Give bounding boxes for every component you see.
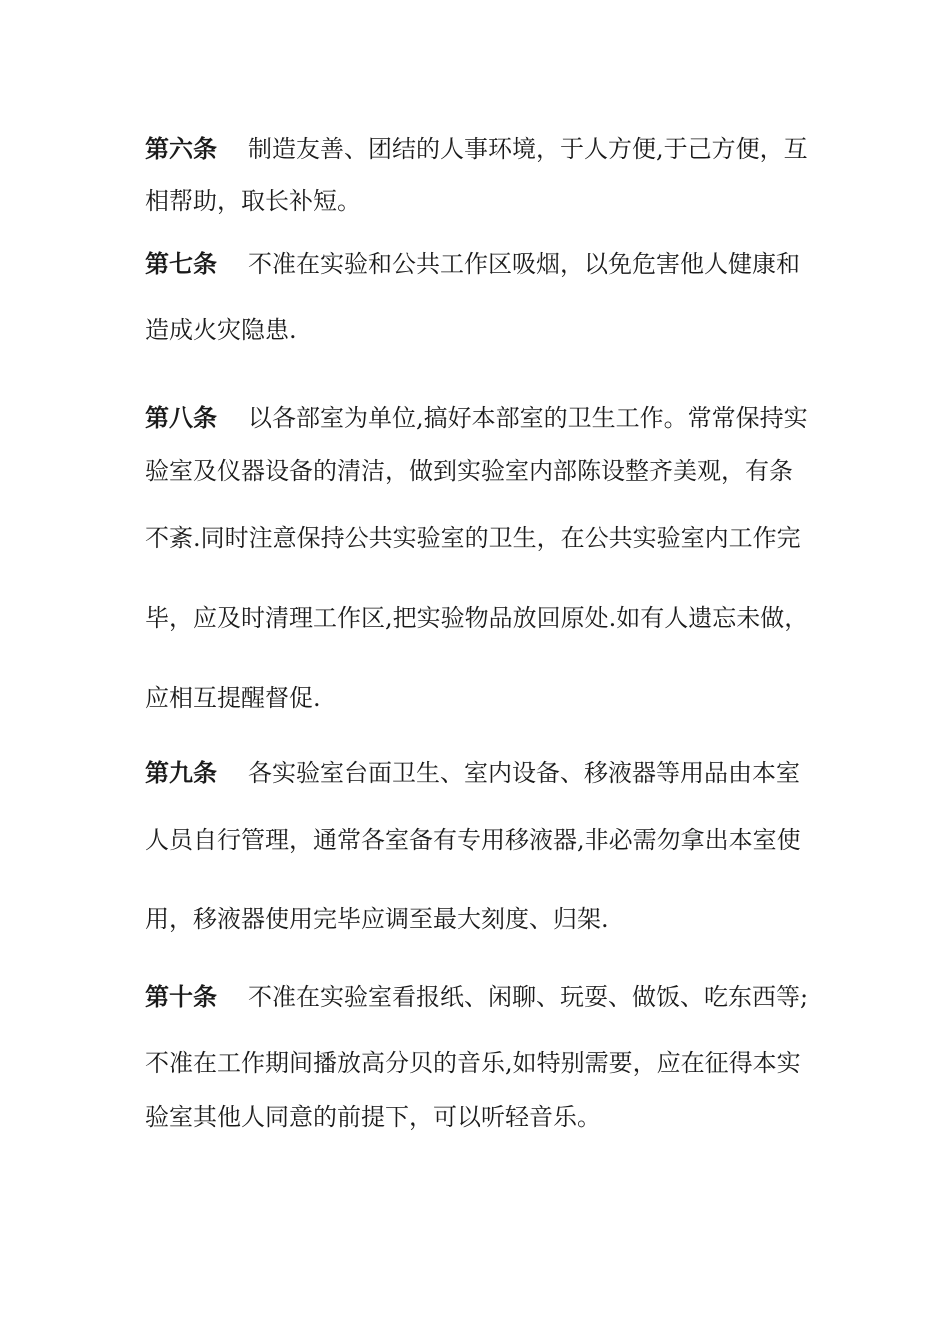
article-8-line-3: 不紊.同时注意保持公共实验室的卫生，在公共实验室内工作完 — [145, 524, 801, 552]
article-7-line-1 — [145, 249, 815, 279]
article-10-line-2: 不准在工作期间播放高分贝的音乐,如特别需要，应在征得本实 — [145, 1049, 801, 1077]
article-9-heading: 第九条 — [145, 758, 217, 787]
article-6-text: 制造友善、团结的人事环境，于人方便,于己方便，互 — [248, 135, 808, 163]
article-8-text: 以各部室为单位,搞好本部室的卫生工作。常常保持实 — [248, 404, 808, 432]
article-10-text: 不准在实验室看报纸、闲聊、玩耍、做饭、吃东西等; — [248, 983, 809, 1011]
article-6-line-2: 相帮助，取长补短。 — [145, 187, 361, 215]
article-8-line-1 — [145, 403, 815, 433]
article-9-line-1 — [145, 758, 815, 788]
article-8-heading: 第八条 — [145, 403, 217, 432]
article-9-text: 各实验室台面卫生、室内设备、移液器等用品由本室 — [248, 759, 800, 787]
article-6-line-1 — [145, 134, 815, 164]
article-7-text: 不准在实验和公共工作区吸烟，以免危害他人健康和 — [248, 250, 800, 278]
article-7-heading: 第七条 — [145, 249, 217, 278]
article-7-line-2: 造成火灾隐患. — [145, 316, 297, 344]
article-10-heading: 第十条 — [145, 982, 217, 1011]
article-8-line-4: 毕，应及时清理工作区,把实验物品放回原处.如有人遗忘未做， — [145, 604, 809, 632]
article-8-line-5: 应相互提醒督促. — [145, 684, 321, 712]
article-8-line-2: 验室及仪器设备的清洁，做到实验室内部陈设整齐美观，有条 — [145, 457, 793, 485]
article-10-line-1 — [145, 982, 815, 1012]
article-10-line-3: 验室其他人同意的前提下，可以听轻音乐。 — [145, 1103, 601, 1131]
article-9-line-2: 人员自行管理，通常各室备有专用移液器,非必需勿拿出本室使 — [145, 826, 801, 854]
article-9-line-3: 用，移液器使用完毕应调至最大刻度、归架. — [145, 905, 609, 933]
article-6-heading: 第六条 — [145, 134, 217, 163]
